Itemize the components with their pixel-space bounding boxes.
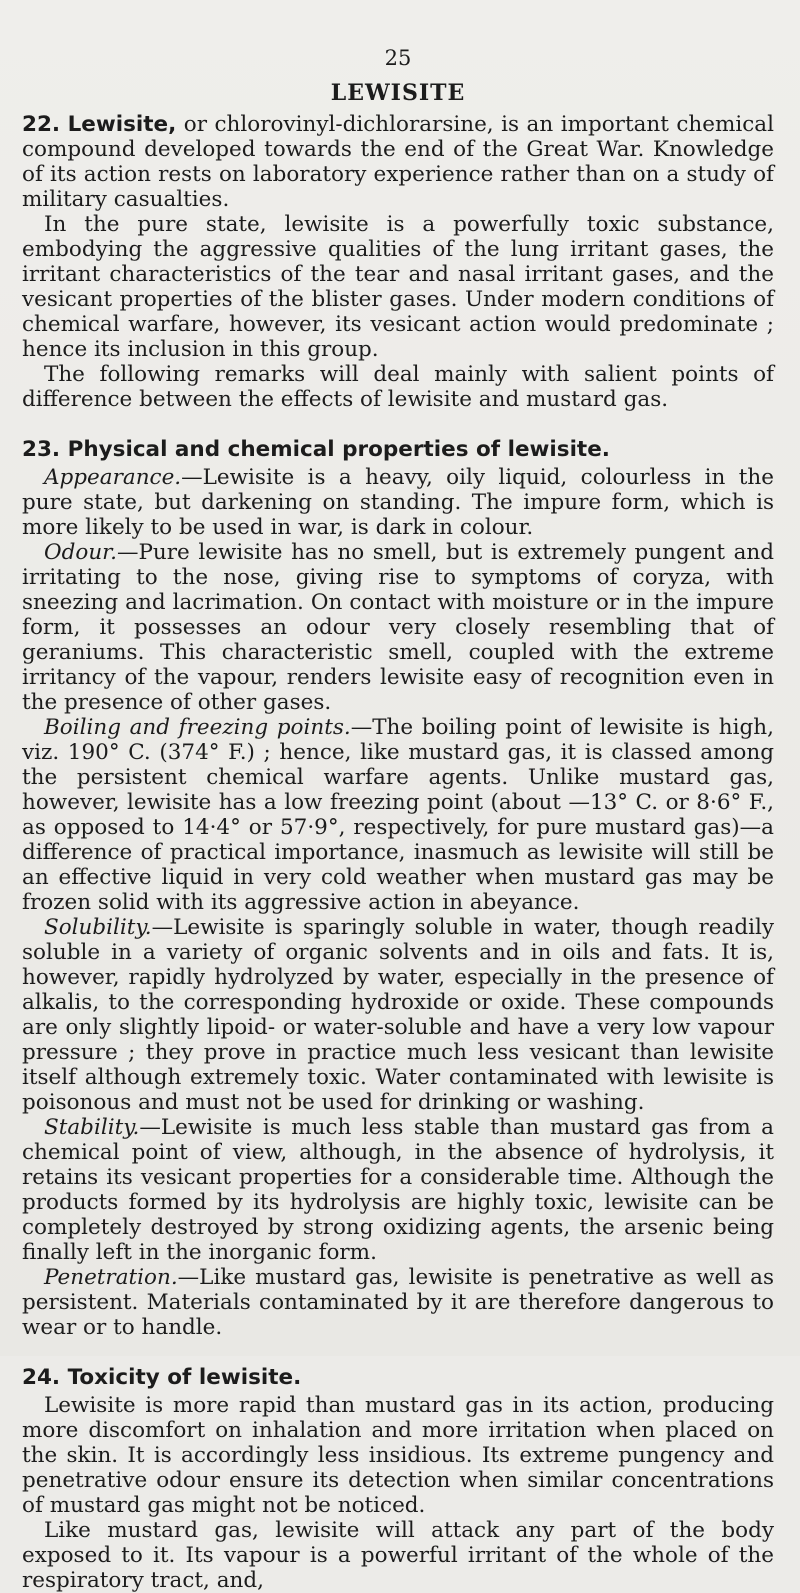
- page-number: 25: [384, 46, 412, 70]
- section-22-paragraph-3: The following remarks will deal mainly with salient points of difference between the effects of lewisite and mustard gas.: [22, 362, 774, 412]
- section-23: [22, 436, 774, 1340]
- boiling-paragraph: [22, 715, 774, 915]
- penetration-paragraph: [22, 1265, 774, 1340]
- stability-subheading: Stability.: [44, 1115, 140, 1140]
- odour-subheading: Odour.: [44, 540, 117, 565]
- section-22-paragraph-2: In the pure state, lewisite is a powerfully toxic substance, embodying the aggressive qualities of the lung irritant gases, the irritant characteristics of the tear and nasal irritant gases, and the vesicant properties of the blister gases. Under modern conditions of chemical warfare, however, its vesicant action would predominate ; hence its inclusion in this group.: [22, 212, 774, 362]
- stability-text: —Lewisite is much less stable than mustard gas from a chemical point of view, although, in the absence of hydrolysis, it retains its vesicant properties for a considerable time. Although the products formed by its hydrolysis are highly toxic, lewisite can be completely destroyed by strong oxidizing agents, the arsenic being finally left in the inorganic form.: [22, 1115, 774, 1265]
- penetration-subheading: Penetration.: [44, 1265, 178, 1290]
- section-24-heading: 24. Toxicity of lewisite.: [22, 1365, 302, 1390]
- section-22-paragraph-1-text: or chlorovinyl-dichlorarsine, is an important chemical compound developed towards the end of the Great War. Knowledge of its action rests on laboratory experience rather than on a study of military casualties.: [22, 112, 774, 212]
- solubility-text: —Lewisite is sparingly soluble in water, though readily soluble in a variety of organic solvents and in oils and fats. It is, however, rapidly hydrolyzed by water, especially in the presence of alkalis, to the corresponding hydroxide or oxide. These compounds are only slightly lipoid- or water-soluble and have a very low vapour pressure ; they prove in practice much less vesicant than lewisite itself although extremely toxic. Water contaminated with lewisite is poisonous and must not be used for drinking or washing.: [22, 915, 774, 1115]
- appearance-subheading: Appearance.: [44, 465, 182, 490]
- solubility-paragraph: [22, 915, 774, 1115]
- running-title: LEWISITE: [330, 80, 466, 106]
- boiling-text: —The boiling point of lewisite is high, viz. 190° C. (374° F.) ; hence, like mustard gas, it is classed among the persistent chemical warfare agents. Unlike mustard gas, however, lewisite has a low freezing point (about —13° C. or 8·6° F., as opposed to 14·4° or 57·9°, respectively, for pure mustard gas)—a difference of practical importance, inasmuch as lewisite will still be an effective liquid in very cold weather when mustard gas may be frozen solid with its aggressive action in abeyance.: [22, 715, 774, 915]
- solubility-subheading: Solubility.: [44, 915, 152, 940]
- odour-paragraph: [22, 540, 774, 715]
- section-24: [22, 1364, 774, 1593]
- section-24-paragraph-1: Lewisite is more rapid than mustard gas in its action, producing more discomfort on inhalation and more irritation when placed on the skin. It is accordingly less insidious. Its extreme pungency and penetrative odour ensure its detection when similar concentrations of mustard gas might not be noticed.: [22, 1393, 774, 1518]
- penetration-text: —Like mustard gas, lewisite is penetrative as well as persistent. Materials contaminated by it are therefore dangerous to wear or to handle.: [22, 1265, 774, 1340]
- section-23-heading: 23. Physical and chemical properties of lewisite.: [22, 437, 610, 462]
- section-22: [22, 112, 774, 412]
- odour-text: —Pure lewisite has no smell, but is extremely pungent and irritating to the nose, giving rise to symptoms of coryza, with sneezing and lacrimation. On contact with moisture or in the impure form, it possesses an odour very closely resembling that of geraniums. This characteristic smell, coupled with the extreme irritancy of the vapour, renders lewisite easy of recognition even in the presence of other gases.: [22, 540, 774, 715]
- section-22-number: 22.: [22, 112, 61, 137]
- appearance-text: —Lewisite is a heavy, oily liquid, colourless in the pure state, but darkening on standing. The impure form, which is more likely to be used in war, is dark in colour.: [22, 465, 774, 540]
- boiling-subheading: Boiling and freezing points.: [44, 715, 351, 740]
- section-24-paragraph-2: Like mustard gas, lewisite will attack any part of the body exposed to it. Its vapour is a powerful irritant of the whole of the respiratory tract, and,: [22, 1518, 774, 1593]
- section-22-paragraph-1: [22, 112, 774, 212]
- section-22-heading: Lewisite,: [67, 112, 177, 137]
- appearance-paragraph: [22, 465, 774, 540]
- stability-paragraph: [22, 1115, 774, 1265]
